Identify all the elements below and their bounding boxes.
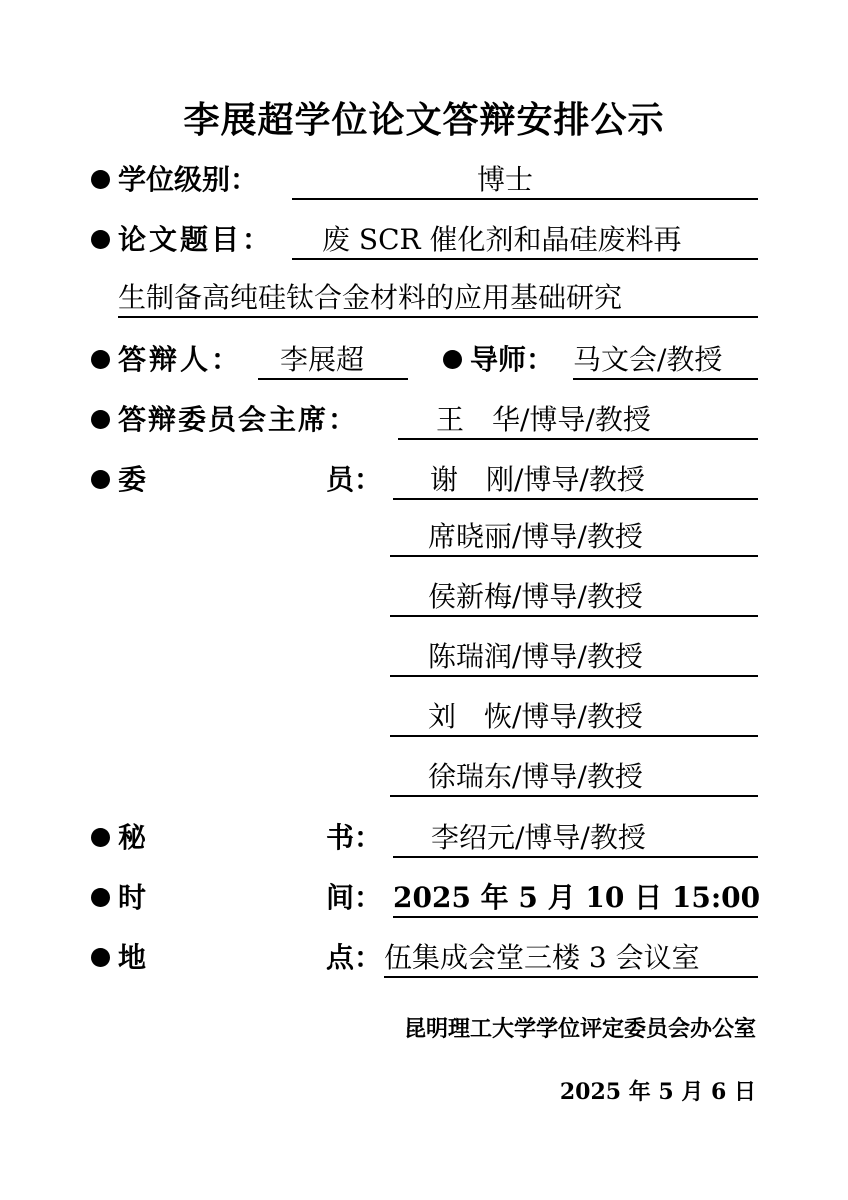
bullet-icon — [91, 828, 110, 847]
advisor-value — [573, 342, 758, 380]
member-name: 徐瑞东/博导/教授 — [428, 760, 643, 793]
advisor-text: 马文会/教授 — [573, 343, 723, 376]
issuer: 昆明理工大学学位评定委员会办公室 — [403, 1016, 756, 1042]
degree-text: 博士 — [476, 163, 533, 196]
advisor-label: 导师： — [470, 343, 555, 376]
thesis-line1-text: 废 SCR 催化剂和晶硅废料再 — [322, 223, 682, 256]
defender-value — [258, 342, 408, 380]
time-value — [393, 880, 761, 918]
secretary-text: 李绍元/博导/教授 — [431, 821, 646, 854]
bullet-icon — [91, 470, 110, 489]
member-name: 陈瑞润/博导/教授 — [428, 640, 643, 673]
place-text: 伍集成会堂三楼 3 会议室 — [384, 941, 700, 974]
secretary-row — [0, 820, 848, 868]
page-title: 李展超学位论文答辩安排公示 — [183, 100, 665, 141]
members-label-right: 员： — [326, 463, 383, 496]
time-label-right: 间： — [326, 881, 383, 914]
member-item — [390, 579, 758, 617]
member-item — [393, 462, 758, 500]
degree-value — [292, 162, 758, 200]
degree-label: 学位级别： — [118, 163, 259, 196]
bullet-icon — [91, 948, 110, 967]
secretary-label-left: 秘 — [118, 821, 147, 854]
bullet-icon — [443, 350, 462, 369]
thesis-line1 — [292, 222, 758, 260]
defender-text: 李展超 — [280, 343, 365, 376]
bullet-icon — [91, 888, 110, 907]
defender-row — [0, 342, 848, 390]
member-item — [390, 519, 758, 557]
thesis-line2-text: 生制备高纯硅钛合金材料的应用基础研究 — [118, 281, 623, 314]
chair-value — [398, 402, 758, 440]
member-item — [390, 759, 758, 797]
time-text: 2025 年 5 月 10 日 15:00 — [393, 881, 761, 914]
member-name: 刘 恢/博导/教授 — [428, 700, 643, 733]
place-value — [384, 940, 758, 978]
chair-row — [0, 402, 848, 450]
time-label-left: 时 — [118, 881, 147, 914]
member-item — [390, 639, 758, 677]
issue-date: 2025 年 5 月 6 日 — [559, 1079, 756, 1105]
member-name: 侯新梅/博导/教授 — [428, 580, 643, 613]
member-item — [390, 699, 758, 737]
members-row — [0, 462, 848, 802]
time-row — [0, 880, 848, 928]
thesis-row — [0, 222, 848, 322]
chair-text: 王 华/博导/教授 — [436, 403, 651, 436]
place-label-right: 点： — [326, 941, 383, 974]
place-label-left: 地 — [118, 941, 147, 974]
chair-label: 答辩委员会主席： — [118, 403, 359, 436]
thesis-label: 论文题目： — [118, 223, 274, 256]
member-name: 谢 刚/博导/教授 — [430, 463, 645, 496]
degree-row — [0, 162, 848, 210]
defender-label: 答辩人： — [118, 343, 243, 376]
secretary-label-right: 书： — [326, 821, 383, 854]
bullet-icon — [91, 230, 110, 249]
bullet-icon — [91, 350, 110, 369]
bullet-icon — [91, 170, 110, 189]
thesis-line2 — [118, 280, 758, 318]
place-row — [0, 940, 848, 988]
member-name: 席晓丽/博导/教授 — [428, 520, 643, 553]
bullet-icon — [91, 410, 110, 429]
members-label-left: 委 — [118, 463, 147, 496]
secretary-value — [393, 820, 758, 858]
